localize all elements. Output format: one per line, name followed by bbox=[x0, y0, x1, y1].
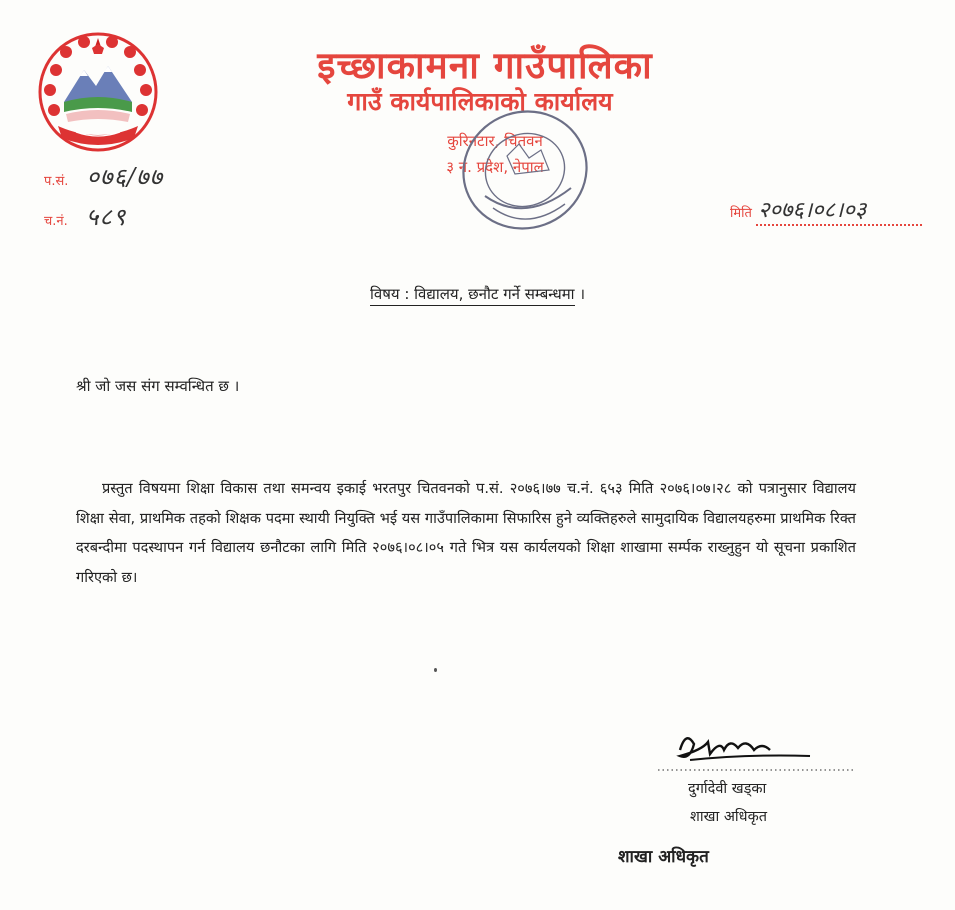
office-stamp-icon bbox=[445, 104, 595, 240]
signatory-name: दुर्गादेवी खड्का bbox=[688, 781, 767, 797]
signatory-post: शाखा अधिकृत bbox=[690, 809, 767, 825]
subject-suffix: । bbox=[574, 285, 585, 303]
address-line-1: कुरिनटार, चितवन bbox=[447, 132, 543, 150]
nepal-emblem-icon bbox=[36, 30, 160, 154]
post-stamp: शाखा अधिकृत bbox=[618, 847, 709, 867]
reference-cn bbox=[44, 200, 126, 233]
ps-value: ०७६/७७ bbox=[86, 163, 164, 191]
letter-body: प्रस्तुत विषयमा शिक्षा विकास तथा समन्वय इकाई भरतपुर चितवनको प.सं. २०७६।७७ च.नं. ६५३ मिति २०७६।०७।२८ को पत्रानुसार विद्यालय शिक्षा सेवा, प्राथमिक तहको शिक्षक पदमा स्थायी नियुक्ति भई यस गाउँपालिकामा सिफारिस हुने व्यक्तिहरुले सामुदायिक विद्यालयहरुमा प्राथमिक रिक्त दरबन्दीमा पदस्थापन गर्न विद्यालय छनौटका लागि मिति २०७६।०८।०५ गते भित्र यस कार्यलयको शिक्षा शाखामा सर्म्पक राख्नुहुन यो सूचना प्रकाशित गरिएको छ। bbox=[76, 480, 856, 586]
salutation: श्री जो जस संग सम्वन्धित छ । bbox=[76, 377, 240, 395]
subject-text: विद्यालय, छनौट गर्ने सम्बन्धमा bbox=[414, 285, 575, 303]
subject-prefix: विषय : bbox=[369, 285, 415, 303]
date-label: मिति bbox=[730, 206, 752, 221]
letter-date bbox=[730, 194, 922, 226]
address-line-2: ३ नं. प्रदेश, नेपाल bbox=[446, 158, 544, 176]
office-name: गाउँ कार्यपालिकाको कार्यालय bbox=[347, 87, 613, 116]
reference-ps bbox=[44, 160, 163, 193]
subject-underlined bbox=[370, 285, 575, 306]
ps-label: प.सं. bbox=[44, 174, 69, 189]
organization-name: इच्छाकामना गाउँपालिका bbox=[317, 44, 653, 87]
signature-icon bbox=[650, 720, 860, 780]
cn-value: ५८९ bbox=[85, 203, 127, 231]
date-value: २०७६।०८।०३ bbox=[756, 194, 922, 226]
subject-line bbox=[0, 284, 955, 304]
cn-label: च.नं. bbox=[44, 214, 68, 229]
ink-dot bbox=[434, 668, 437, 672]
